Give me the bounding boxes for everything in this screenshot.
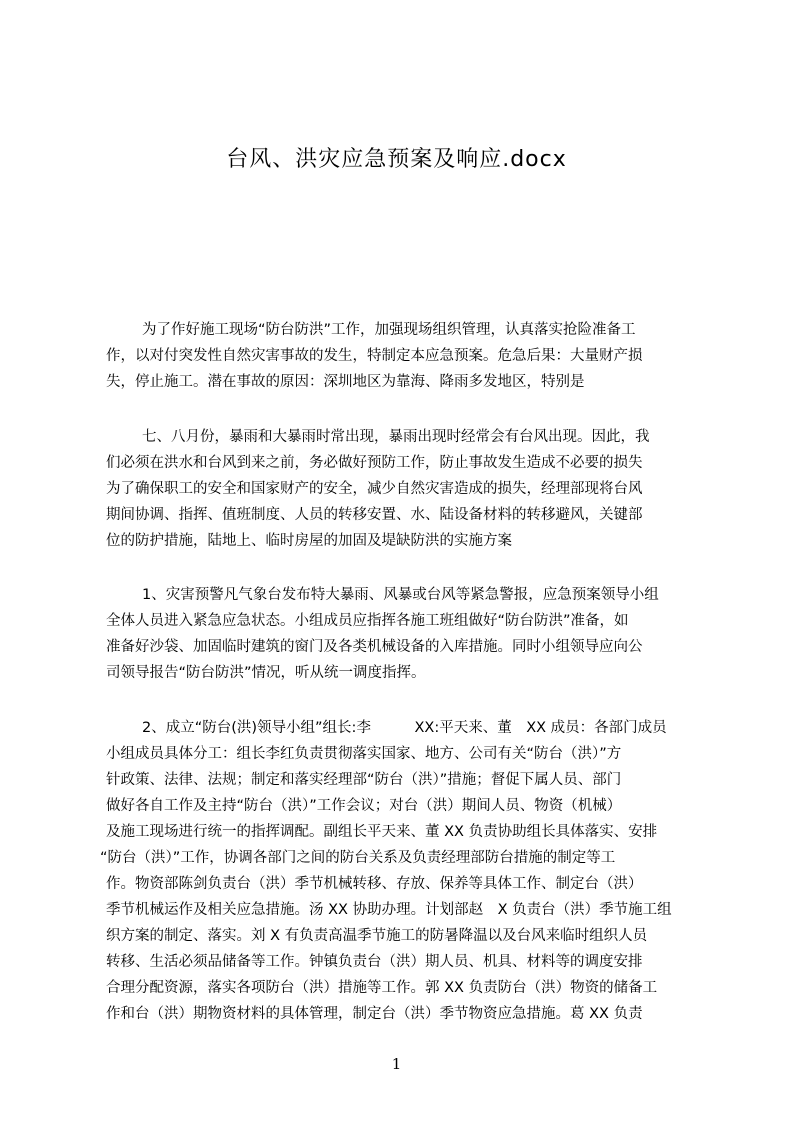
- paragraph-3-line-2: 全体人员进入紧急应急状态。小组成员应指挥各施工班组做好“防台防洪”准备，如: [106, 613, 629, 629]
- paragraph-4-line-1: 2、成立“防台(洪)领导小组”组长:李 XX:平天来、董 XX 成员：各部门成员: [142, 720, 667, 736]
- paragraph-4-line-12: 作和台（洪）期物资材料的具体管理，制定台（洪）季节物资应急措施。葛 XX 负责: [106, 1006, 643, 1022]
- paragraph-4-line-5: 及施工现场进行统一的指挥调配。副组长平天来、董 XX 负责协助组长具体落实、安排: [106, 824, 658, 840]
- paragraph-2-line-5: 位的防护措施，陆地上、临时房屋的加固及堤缺防洪的实施方案: [106, 533, 512, 549]
- paragraph-4-line-8: 季节机械运作及相关应急措施。汤 XX 协助办理。计划部赵 X 负责台（洪）季节施工组: [106, 902, 672, 918]
- paragraph-2-line-4: 期间协调、指挥、值班制度、人员的转移安置、水、陆设备材料的转移避风，关键部: [106, 507, 643, 523]
- paragraph-4-line-10: 转移、生活必须品储备等工作。钟镇负责台（洪）期人员、机具、材料等的调度安排: [106, 954, 643, 970]
- paragraph-1-line-2: 作，以对付突发性自然灾害事故的发生，特制定本应急预案。危急后果：大量财产损: [106, 348, 643, 364]
- paragraph-2-line-3: 为了确保职工的安全和国家财产的安全，减少自然灾害造成的损失，经理部现将台风: [106, 481, 643, 497]
- paragraph-4-line-3: 针政策、法律、法规；制定和落实经理部“防台（洪）”措施；督促下属人员、部门: [106, 772, 622, 788]
- paragraph-4-line-11: 合理分配资源，落实各项防台（洪）措施等工作。郭 XX 负责防台（洪）物资的储备工: [106, 980, 658, 996]
- paragraph-1-line-1: 为了作好施工现场“防台防洪”工作，加强现场组织管理，认真落实抢险准备工: [142, 322, 636, 338]
- paragraph-3-line-4: 司领导报告“防台防洪”情况，听从统一调度指挥。: [106, 665, 426, 681]
- paragraph-2-line-1: 七、八月份，暴雨和大暴雨时常出现，暴雨出现时经常会有台风出现。因此，我: [142, 429, 650, 445]
- paragraph-3-line-1: 1、灾害预警凡气象台发布特大暴雨、风暴或台风等紧急警报，应急预案领导小组: [142, 587, 659, 603]
- page-number: 1: [391, 1055, 402, 1073]
- paragraph-2-line-2: 们必须在洪水和台风到来之前，务必做好预防工作，防止事故发生造成不必要的损失: [106, 455, 643, 471]
- paragraph-4-line-4: 做好各自工作及主持“防台（洪）”工作会议；对台（洪）期间人员、物资（机械）: [106, 798, 622, 814]
- paragraph-4-line-6: “防台（洪）”工作，协调各部门之间的防台关系及负责经理部防台措施的制定等工: [100, 850, 616, 866]
- paragraph-3-line-3: 准备好沙袋、加固临时建筑的窗门及各类机械设备的入库措施。同时小组领导应向公: [106, 639, 643, 655]
- paragraph-4-line-7: 作。物资部陈剑负责台（洪）季节机械转移、存放、保养等具体工作、制定台（洪）: [106, 876, 643, 892]
- paragraph-4-line-2: 小组成员具体分工：组长李红负责贯彻落实国家、地方、公司有关“防台（洪）”方: [106, 746, 622, 762]
- paragraph-1-line-3: 失，停止施工。潜在事故的原因：深圳地区为靠海、降雨多发地区，特别是: [106, 374, 585, 390]
- document-title: 台风、洪灾应急预案及响应.docx: [226, 147, 567, 172]
- paragraph-4-line-9: 织方案的制定、落实。刘 X 有负责高温季节施工的防暑降温以及台风来临时组织人员: [106, 928, 648, 944]
